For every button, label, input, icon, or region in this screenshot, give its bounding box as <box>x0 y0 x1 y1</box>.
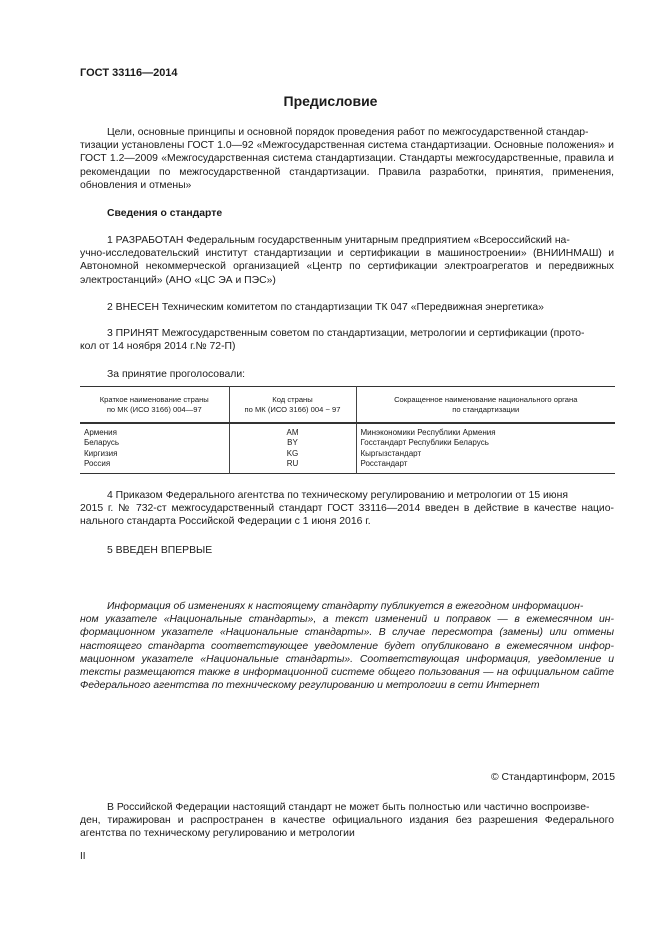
vote-caption: За принятие проголосовали: <box>107 369 246 380</box>
code-cell: BY <box>229 438 356 448</box>
info-heading: Сведения о стандарте <box>107 208 223 219</box>
table-row <box>80 459 615 473</box>
item-1-paragraph <box>80 234 614 287</box>
header-code-line1: Код страны <box>272 395 313 404</box>
notice-paragraph <box>80 600 614 692</box>
header-code-line2: по МК (ИСО 3166) 004 ~ 97 <box>244 405 341 414</box>
intro-paragraph <box>80 126 614 192</box>
item-3-rest: кол от 14 ноября 2014 г.№ 72-П) <box>80 341 236 353</box>
item-2-paragraph: 2 ВНЕСЕН Техническим комитетом по стандартизации ТК 047 «Передвижная энергетика» <box>107 302 544 313</box>
header-body-line1: Сокращенное наименование национального органа <box>394 395 578 404</box>
page-title: Предисловие <box>283 93 378 109</box>
country-cell: Россия <box>80 459 229 473</box>
item-4-rest: 2015 г. № 732-ст межгосударственный стандарт ГОСТ 33116—2014 введен в действие в качестве национального стандарта Российской Федерации с 1 июня 2016 г. <box>80 503 614 528</box>
country-cell: Армения <box>80 423 229 438</box>
body-cell: Госстандарт Республики Беларусь <box>356 438 615 448</box>
item-4-first-line: 4 Приказом Федерального агентства по техническому регулированию и метрологии от 15 июня <box>107 490 568 501</box>
table-row <box>80 449 615 459</box>
rights-paragraph <box>80 801 614 841</box>
standard-id: ГОСТ 33116—2014 <box>80 67 178 79</box>
body-cell: Кыргызстандарт <box>356 449 615 459</box>
item-3-first-line: 3 ПРИНЯТ Межгосударственным советом по стандартизации, метрологии и сертификации (прото- <box>107 328 585 339</box>
code-cell: RU <box>229 459 356 473</box>
vote-table-wrapper <box>80 386 615 474</box>
header-country-line1: Краткое наименование страны <box>99 395 209 404</box>
item-3-paragraph <box>80 327 614 353</box>
header-country-line2: по МК (ИСО 3166) 004—97 <box>106 405 202 414</box>
intro-first-line: Цели, основные принципы и основной порядок проведения работ по межгосударственной стандар- <box>107 127 589 138</box>
body-cell: Минэкономики Республики Армения <box>356 423 615 438</box>
item-4-paragraph <box>80 489 614 529</box>
header-body-line2: по стандартизации <box>452 405 520 414</box>
header-country <box>80 387 229 424</box>
rights-first-line: В Российской Федерации настоящий стандарт не может быть полностью или частично воспроизве- <box>107 802 590 813</box>
notice-rest: ном указателе «Национальные стандарты», а текст изменений и поправок — в ежемесячном информационном указателе «Национальные стандарты». В случае пересмотра (замены) или отмены настоящего стандарта соответствующее уведомление будет опубликовано в ежемесячном информационном указателе «Национальные стандарты». Соответствующая информация, уведомление и тексты размещаются также в информационной системе общего пользования — на официальном сайте Федерального агентства по техническому регулированию и метрологии в сети Интернет <box>80 614 614 692</box>
item-1-first-line: 1 РАЗРАБОТАН Федеральным государственным унитарным предприятием «Всероссийский на- <box>107 235 570 246</box>
vote-table-header <box>80 387 615 424</box>
table-row <box>80 423 615 438</box>
code-cell: AM <box>229 423 356 438</box>
page-number: II <box>80 851 86 862</box>
item-1-rest: учно-исследовательский институт стандартизации и сертификации в машиностроении» (ВНИИНМАШ) и Автономной некоммерческой организацией «Центр по сертификации электроагрегатов и передвижных электростанций» (АНО «ЦС ЭА и ПЭС») <box>80 248 614 286</box>
item-5-paragraph: 5 ВВЕДЕН ВПЕРВЫЕ <box>107 545 213 556</box>
rights-rest: ден, тиражирован и распространен в качестве официального издания без разрешения Федерального агентства по техническому регулированию и метрологии <box>80 815 614 840</box>
header-code <box>229 387 356 424</box>
header-body <box>356 387 615 424</box>
intro-rest: тизации установлены ГОСТ 1.0—92 «Межгосударственная система стандартизации. Основные положения» и ГОСТ 1.2—2009 «Межгосударственная система стандартизации. Стандарты межгосударственные, правила и рекомендации по межгосударственной стандартизации. Правила разработки, принятия, применения, обновления и отмены» <box>80 140 614 191</box>
code-cell: KG <box>229 449 356 459</box>
notice-first-line: Информация об изменениях к настоящему стандарту публикуется в ежегодном информацион- <box>107 601 584 612</box>
body-cell: Росстандарт <box>356 459 615 473</box>
country-cell: Киргизия <box>80 449 229 459</box>
vote-table <box>80 386 615 474</box>
table-row <box>80 438 615 448</box>
copyright: © Стандартинформ, 2015 <box>490 772 615 783</box>
country-cell: Беларусь <box>80 438 229 448</box>
vote-table-body <box>80 423 615 473</box>
